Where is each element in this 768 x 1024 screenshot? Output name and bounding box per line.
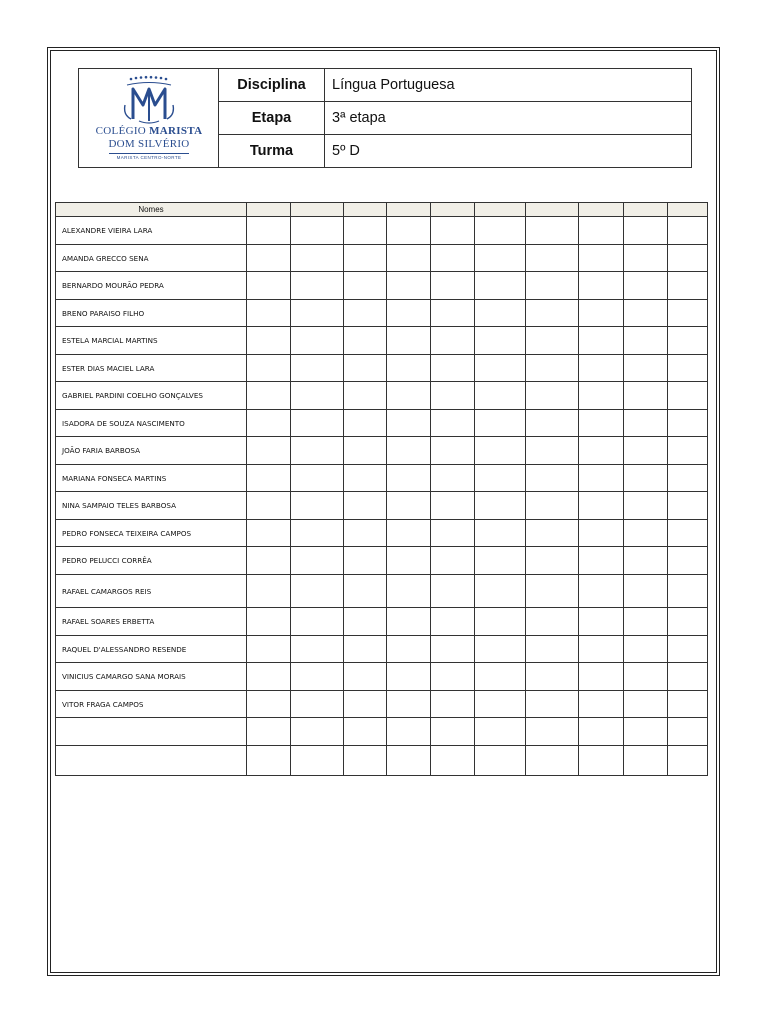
grade-cell[interactable] — [291, 382, 344, 410]
grade-cell[interactable] — [624, 437, 668, 465]
grade-cell[interactable] — [247, 437, 291, 465]
grade-cell[interactable] — [624, 608, 668, 636]
grade-cell[interactable] — [344, 437, 387, 465]
grade-cell[interactable] — [526, 327, 579, 355]
student-name-cell: PEDRO PELUCCI CORRÊA — [56, 547, 247, 575]
grade-cell[interactable] — [526, 217, 579, 245]
grade-cell[interactable] — [431, 492, 475, 520]
grade-column-header — [344, 203, 387, 217]
grade-cell[interactable] — [668, 410, 708, 437]
grade-cell[interactable] — [387, 300, 431, 327]
class-info-table — [219, 69, 691, 167]
student-name-cell: ESTER DIAS MACIEL LARA — [56, 355, 247, 382]
grade-cell[interactable] — [247, 492, 291, 520]
grade-cell[interactable] — [475, 636, 526, 663]
grade-cell[interactable] — [668, 437, 708, 465]
info-value: Língua Portuguesa — [332, 77, 455, 93]
grade-cell[interactable] — [579, 245, 624, 272]
student-name-cell: GABRIEL PARDINI COELHO GONÇALVES — [56, 382, 247, 410]
student-name-cell: ESTELA MARCIAL MARTINS — [56, 327, 247, 355]
grade-cell[interactable] — [291, 217, 344, 245]
student-name-cell: RAFAEL CAMARGOS REIS — [56, 575, 247, 608]
grade-cell[interactable] — [344, 355, 387, 382]
grade-cell[interactable] — [526, 663, 579, 691]
grade-cell[interactable] — [387, 410, 431, 437]
student-name-cell — [56, 718, 247, 746]
grade-cell[interactable] — [579, 608, 624, 636]
grade-column-header — [387, 203, 431, 217]
grade-cell[interactable] — [668, 382, 708, 410]
grade-cell[interactable] — [668, 327, 708, 355]
grade-cell[interactable] — [624, 691, 668, 718]
grade-cell[interactable] — [344, 327, 387, 355]
grade-cell[interactable] — [387, 492, 431, 520]
logo-divider — [109, 153, 189, 154]
table-row — [56, 520, 708, 547]
grade-cell[interactable] — [431, 636, 475, 663]
school-name-line1: COLÉGIO MARISTA — [95, 125, 203, 137]
grade-cell[interactable] — [291, 465, 344, 492]
grade-cell[interactable] — [387, 520, 431, 547]
grade-cell[interactable] — [624, 327, 668, 355]
grade-cell[interactable] — [579, 355, 624, 382]
grade-cell[interactable] — [624, 547, 668, 575]
grade-cell[interactable] — [344, 547, 387, 575]
grade-column-header — [526, 203, 579, 217]
grade-cell[interactable] — [387, 355, 431, 382]
grade-cell[interactable] — [475, 663, 526, 691]
grade-cell[interactable] — [344, 608, 387, 636]
info-label: Turma — [219, 135, 325, 167]
grade-cell[interactable] — [579, 217, 624, 245]
grade-cell[interactable] — [579, 272, 624, 300]
grade-cell[interactable] — [291, 547, 344, 575]
grade-cell[interactable] — [387, 608, 431, 636]
grade-cell[interactable] — [475, 382, 526, 410]
grade-cell[interactable] — [291, 492, 344, 520]
table-row — [56, 575, 708, 608]
grade-cell[interactable] — [247, 355, 291, 382]
grade-cell[interactable] — [431, 410, 475, 437]
grade-cell[interactable] — [579, 327, 624, 355]
grade-cell[interactable] — [526, 492, 579, 520]
grade-cell[interactable] — [247, 520, 291, 547]
school-logo — [79, 69, 219, 167]
student-name-cell: ALEXANDRE VIEIRA LARA — [56, 217, 247, 245]
grade-cell[interactable] — [344, 746, 387, 776]
table-row — [56, 300, 708, 327]
grade-cell[interactable] — [344, 272, 387, 300]
table-row — [56, 355, 708, 382]
grade-cell[interactable] — [475, 300, 526, 327]
info-value: 3ª etapa — [332, 110, 386, 126]
table-row — [56, 465, 708, 492]
grade-cell[interactable] — [475, 547, 526, 575]
grade-cell[interactable] — [526, 437, 579, 465]
grade-cell[interactable] — [431, 663, 475, 691]
grade-cell[interactable] — [668, 608, 708, 636]
grade-cell[interactable] — [526, 465, 579, 492]
grade-cell[interactable] — [668, 520, 708, 547]
grade-column-header — [624, 203, 668, 217]
grade-cell[interactable] — [624, 382, 668, 410]
grade-cell[interactable] — [526, 382, 579, 410]
table-row — [56, 327, 708, 355]
grade-cell[interactable] — [475, 272, 526, 300]
grade-cell[interactable] — [668, 575, 708, 608]
student-name-cell: VINICIUS CAMARGO SANA MORAIS — [56, 663, 247, 691]
grade-cell[interactable] — [291, 520, 344, 547]
student-name-cell: JOÃO FARIA BARBOSA — [56, 437, 247, 465]
table-row — [56, 663, 708, 691]
info-row-etapa — [219, 102, 691, 135]
grade-cell[interactable] — [579, 547, 624, 575]
grade-cell[interactable] — [624, 465, 668, 492]
info-value: 5º D — [332, 143, 360, 159]
student-name-cell — [56, 746, 247, 776]
grade-cell[interactable] — [247, 575, 291, 608]
grade-cell[interactable] — [526, 718, 579, 746]
table-row — [56, 217, 708, 245]
grade-cell[interactable] — [579, 492, 624, 520]
grade-cell[interactable] — [291, 746, 344, 776]
grade-cell[interactable] — [624, 217, 668, 245]
grade-cell[interactable] — [668, 217, 708, 245]
student-name-cell: BERNARDO MOURÃO PEDRA — [56, 272, 247, 300]
grade-cell[interactable] — [387, 327, 431, 355]
table-row — [56, 608, 708, 636]
names-column-header: Nomes — [56, 203, 247, 217]
grade-cell[interactable] — [247, 245, 291, 272]
grade-cell[interactable] — [668, 691, 708, 718]
table-row — [56, 691, 708, 718]
grade-cell[interactable] — [668, 718, 708, 746]
grade-cell[interactable] — [579, 746, 624, 776]
grade-cell[interactable] — [344, 492, 387, 520]
grade-cell[interactable] — [579, 382, 624, 410]
grade-cell[interactable] — [668, 663, 708, 691]
grade-column-header — [579, 203, 624, 217]
student-name-cell: PEDRO FONSECA TEIXEIRA CAMPOS — [56, 520, 247, 547]
grade-cell[interactable] — [668, 300, 708, 327]
grade-cell[interactable] — [579, 575, 624, 608]
grade-cell[interactable] — [624, 520, 668, 547]
grade-cell[interactable] — [431, 272, 475, 300]
grade-cell[interactable] — [431, 608, 475, 636]
student-grid — [55, 202, 708, 776]
table-row — [56, 636, 708, 663]
grade-cell[interactable] — [668, 272, 708, 300]
grade-cell[interactable] — [475, 608, 526, 636]
grade-cell[interactable] — [344, 636, 387, 663]
grade-cell[interactable] — [431, 382, 475, 410]
table-row — [56, 272, 708, 300]
table-row — [56, 746, 708, 776]
grade-cell[interactable] — [431, 718, 475, 746]
grade-cell[interactable] — [526, 300, 579, 327]
grade-cell[interactable] — [526, 355, 579, 382]
grade-cell[interactable] — [291, 636, 344, 663]
table-row — [56, 437, 708, 465]
grade-cell[interactable] — [344, 520, 387, 547]
grade-cell[interactable] — [291, 718, 344, 746]
student-name-cell: NINA SAMPAIO TELES BARBOSA — [56, 492, 247, 520]
grade-cell[interactable] — [475, 718, 526, 746]
table-row — [56, 245, 708, 272]
grade-cell[interactable] — [579, 718, 624, 746]
grade-cell[interactable] — [344, 663, 387, 691]
grade-cell[interactable] — [579, 437, 624, 465]
grade-cell[interactable] — [247, 300, 291, 327]
table-row — [56, 547, 708, 575]
grade-cell[interactable] — [431, 547, 475, 575]
grade-cell[interactable] — [475, 410, 526, 437]
grade-cell[interactable] — [431, 355, 475, 382]
grade-cell[interactable] — [624, 718, 668, 746]
grade-cell[interactable] — [526, 575, 579, 608]
grade-cell[interactable] — [291, 272, 344, 300]
table-header-row — [56, 203, 708, 217]
grade-column-header — [291, 203, 344, 217]
student-name-cell: MARIANA FONSECA MARTINS — [56, 465, 247, 492]
grade-cell[interactable] — [387, 217, 431, 245]
grade-cell[interactable] — [475, 520, 526, 547]
school-tagline: MARISTA CENTRO-NORTE — [116, 155, 182, 160]
student-name-cell: VITOR FRAGA CAMPOS — [56, 691, 247, 718]
grade-cell[interactable] — [668, 355, 708, 382]
grade-cell[interactable] — [291, 608, 344, 636]
grade-cell[interactable] — [579, 663, 624, 691]
grade-cell[interactable] — [526, 608, 579, 636]
grade-cell[interactable] — [624, 636, 668, 663]
grade-cell[interactable] — [431, 245, 475, 272]
grade-cell[interactable] — [668, 465, 708, 492]
grade-cell[interactable] — [344, 465, 387, 492]
grade-cell[interactable] — [624, 245, 668, 272]
grade-cell[interactable] — [431, 746, 475, 776]
grade-cell[interactable] — [526, 410, 579, 437]
grade-cell[interactable] — [431, 437, 475, 465]
grade-cell[interactable] — [624, 355, 668, 382]
grade-cell[interactable] — [344, 410, 387, 437]
grade-cell[interactable] — [475, 575, 526, 608]
grade-cell[interactable] — [579, 300, 624, 327]
student-name-cell: AMANDA GRECCO SENA — [56, 245, 247, 272]
grade-cell[interactable] — [431, 327, 475, 355]
grade-cell[interactable] — [431, 691, 475, 718]
student-name-cell: BRENO PARAISO FILHO — [56, 300, 247, 327]
grade-cell[interactable] — [475, 245, 526, 272]
table-row — [56, 382, 708, 410]
grade-cell[interactable] — [387, 575, 431, 608]
grade-cell[interactable] — [475, 355, 526, 382]
grade-cell[interactable] — [624, 746, 668, 776]
info-row-turma — [219, 135, 691, 167]
grade-cell[interactable] — [344, 575, 387, 608]
grade-cell[interactable] — [387, 718, 431, 746]
grade-cell[interactable] — [247, 382, 291, 410]
grade-cell[interactable] — [431, 465, 475, 492]
grade-cell[interactable] — [624, 492, 668, 520]
marista-monogram-icon — [119, 75, 179, 125]
grade-cell[interactable] — [344, 245, 387, 272]
info-label: Etapa — [219, 102, 325, 134]
grade-column-header — [247, 203, 291, 217]
grade-cell[interactable] — [247, 746, 291, 776]
grade-cell[interactable] — [579, 520, 624, 547]
grade-cell[interactable] — [247, 410, 291, 437]
grade-cell[interactable] — [247, 718, 291, 746]
grade-column-header — [668, 203, 708, 217]
grade-cell[interactable] — [387, 437, 431, 465]
grade-cell[interactable] — [624, 663, 668, 691]
grade-cell[interactable] — [668, 547, 708, 575]
grade-cell[interactable] — [526, 547, 579, 575]
school-name-line2: DOM SILVÉRIO — [108, 138, 190, 150]
grade-cell[interactable] — [291, 355, 344, 382]
grade-cell[interactable] — [668, 636, 708, 663]
grade-column-header — [431, 203, 475, 217]
grade-cell[interactable] — [475, 327, 526, 355]
grade-cell[interactable] — [526, 691, 579, 718]
grade-cell[interactable] — [291, 327, 344, 355]
student-name-cell: RAFAEL SOARES ERBETTA — [56, 608, 247, 636]
grade-cell[interactable] — [387, 272, 431, 300]
grade-cell[interactable] — [579, 691, 624, 718]
grade-cell[interactable] — [344, 382, 387, 410]
grade-cell[interactable] — [291, 245, 344, 272]
grade-cell[interactable] — [291, 575, 344, 608]
student-name-cell: RAQUEL D'ALESSANDRO RESENDE — [56, 636, 247, 663]
info-label: Disciplina — [219, 69, 325, 101]
grade-cell[interactable] — [344, 691, 387, 718]
grade-cell[interactable] — [668, 746, 708, 776]
grade-column-header — [475, 203, 526, 217]
grade-cell[interactable] — [387, 691, 431, 718]
grade-cell[interactable] — [475, 465, 526, 492]
grade-cell[interactable] — [431, 217, 475, 245]
grade-cell[interactable] — [387, 465, 431, 492]
grade-cell[interactable] — [624, 272, 668, 300]
grade-cell[interactable] — [624, 410, 668, 437]
grade-cell[interactable] — [475, 437, 526, 465]
grade-cell[interactable] — [579, 410, 624, 437]
grade-cell[interactable] — [291, 663, 344, 691]
header-box — [78, 68, 692, 168]
grade-cell[interactable] — [291, 300, 344, 327]
grade-cell[interactable] — [247, 608, 291, 636]
grade-cell[interactable] — [387, 245, 431, 272]
grade-cell[interactable] — [624, 300, 668, 327]
grade-cell[interactable] — [247, 663, 291, 691]
grade-cell[interactable] — [247, 217, 291, 245]
grade-cell[interactable] — [344, 300, 387, 327]
grade-cell[interactable] — [344, 718, 387, 746]
grade-cell[interactable] — [431, 575, 475, 608]
info-row-disciplina — [219, 69, 691, 102]
grade-cell[interactable] — [526, 746, 579, 776]
grade-cell[interactable] — [247, 327, 291, 355]
grade-cell[interactable] — [387, 746, 431, 776]
grade-cell[interactable] — [475, 691, 526, 718]
student-name-cell: ISADORA DE SOUZA NASCIMENTO — [56, 410, 247, 437]
grade-cell[interactable] — [579, 636, 624, 663]
grade-cell[interactable] — [624, 575, 668, 608]
grade-cell[interactable] — [247, 465, 291, 492]
grade-cell[interactable] — [291, 437, 344, 465]
grade-cell[interactable] — [475, 217, 526, 245]
grade-cell[interactable] — [387, 382, 431, 410]
table-row — [56, 718, 708, 746]
grade-cell[interactable] — [387, 547, 431, 575]
table-row — [56, 492, 708, 520]
grade-cell[interactable] — [526, 245, 579, 272]
grade-cell[interactable] — [247, 272, 291, 300]
grade-cell[interactable] — [475, 746, 526, 776]
grade-cell[interactable] — [247, 636, 291, 663]
grade-cell[interactable] — [526, 272, 579, 300]
grade-cell[interactable] — [344, 217, 387, 245]
grade-cell[interactable] — [431, 520, 475, 547]
grade-cell[interactable] — [668, 245, 708, 272]
grade-cell[interactable] — [387, 663, 431, 691]
grade-cell[interactable] — [579, 465, 624, 492]
grade-cell[interactable] — [668, 492, 708, 520]
table-row — [56, 410, 708, 437]
grade-cell[interactable] — [291, 691, 344, 718]
grade-cell[interactable] — [387, 636, 431, 663]
grade-cell[interactable] — [291, 410, 344, 437]
grade-cell[interactable] — [526, 520, 579, 547]
grade-cell[interactable] — [247, 547, 291, 575]
grade-cell[interactable] — [475, 492, 526, 520]
grade-cell[interactable] — [526, 636, 579, 663]
grade-cell[interactable] — [247, 691, 291, 718]
grade-cell[interactable] — [431, 300, 475, 327]
